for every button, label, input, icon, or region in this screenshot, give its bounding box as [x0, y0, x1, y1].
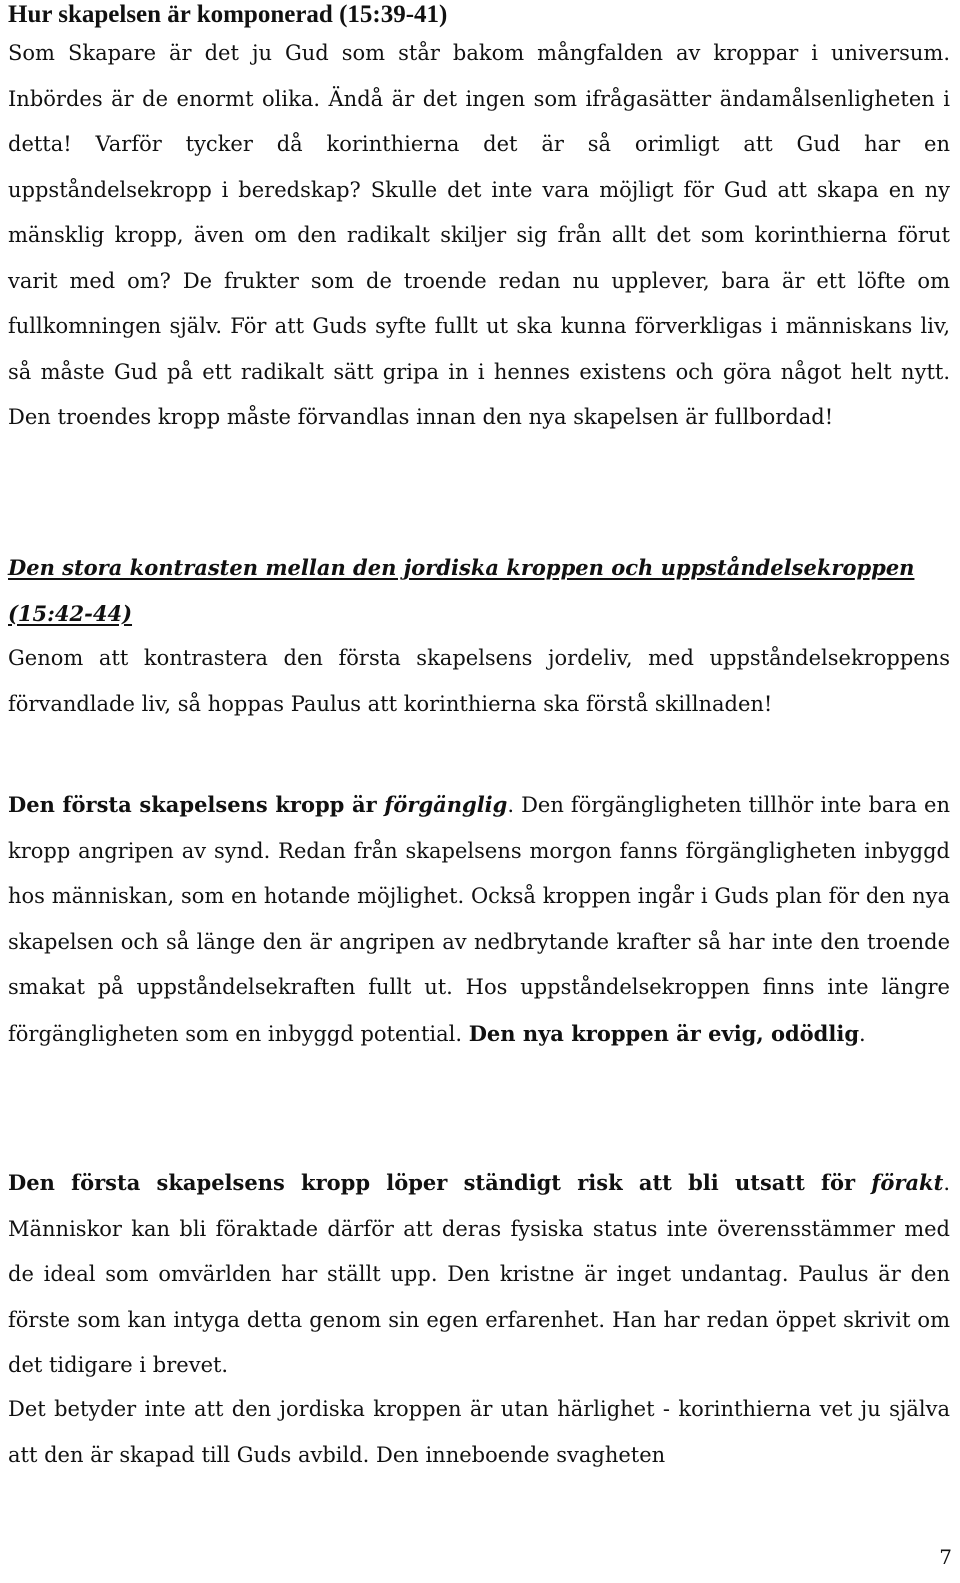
paragraph-creation: Som Skapare är det ju Gud som står bakom mångfalden av kroppar i universum. Inbördes är de enormt olika. Ändå är det ingen som ifrågasätter ändamålsenligheten i detta! Varför tycker då korinthierna det är så orimligt att Gud har en uppståndelsekropp i beredskap? Skulle det inte vara möjligt för Gud att skapa en ny mänsklig kropp, även om den radikalt skiljer sig från allt det som korinthierna förut varit med om? De frukter som de troende redan nu upplever, bara är ett löfte om fullkomningen själv. För att Guds syfte fullt ut ska kunna förverkligas i människans liv, så måste Gud på ett radikalt sätt gripa in i hennes existens och göra något helt nytt. Den troendes kropp måste förvandlas innan den nya skapelsen är fullbordad!: [8, 41, 950, 429]
paragraph-glory: Det betyder inte att den jordiska kroppen är utan härlighet - korinthierna vet ju själva att den är skapad till Guds avbild. Den inneboende svagheten: [8, 1397, 950, 1467]
paragraph-contempt: [8, 1160, 950, 1389]
paragraph-contrast-intro: Genom att kontrastera den första skapelsens jordeliv, med uppståndelsekroppens förvandlade liv, så hoppas Paulus att korinthierna ska förstå skillnaden!: [8, 646, 950, 716]
lead-bold-text: Den första skapelsens kropp är: [8, 792, 385, 817]
section-heading-contrast: Den stora kontrasten mellan den jordiska kroppen och uppståndelsekroppen (15:42-44): [8, 555, 915, 626]
lead-bold-italic-text: förgänglig: [384, 792, 508, 817]
body-text: . Människor kan bli föraktade därför att deras fysiska status inte överensstämmer med de ideal som omvärlden har ställt upp. Den kristne är inget undantag. Paulus är den förste som kan intyga detta genom sin egen erfarenhet. Han har redan öppet skrivit om det tidigare i brevet.: [8, 1171, 950, 1377]
lead-bold-italic-text: förakt: [871, 1170, 944, 1195]
tail-bold-text: Den nya kroppen är evig, odödlig: [468, 1020, 860, 1046]
end-text: .: [859, 1021, 866, 1046]
page-number: 7: [939, 1545, 952, 1569]
section-heading-creation: Hur skapelsen är komponerad (15:39-41): [8, 1, 448, 28]
body-text: . Den förgängligheten tillhör inte bara en kropp angripen av synd. Redan från skapelsens morgon fanns förgängligheten inbyggd hos människan, som en hotande möjlighet. Också kroppen ingår i Guds plan för den nya skapelsen och så länge den är angripen av nedbrytande krafter så har inte den troende smakat på uppståndelsekraften fullt ut. Hos uppståndelsekroppen finns inte längre förgängligheten som en inbyggd potential.: [8, 793, 950, 1046]
lead-bold-text: Den första skapelsens kropp löper ständigt risk att bli utsatt för: [8, 1170, 872, 1195]
paragraph-perishable: [8, 782, 950, 1057]
